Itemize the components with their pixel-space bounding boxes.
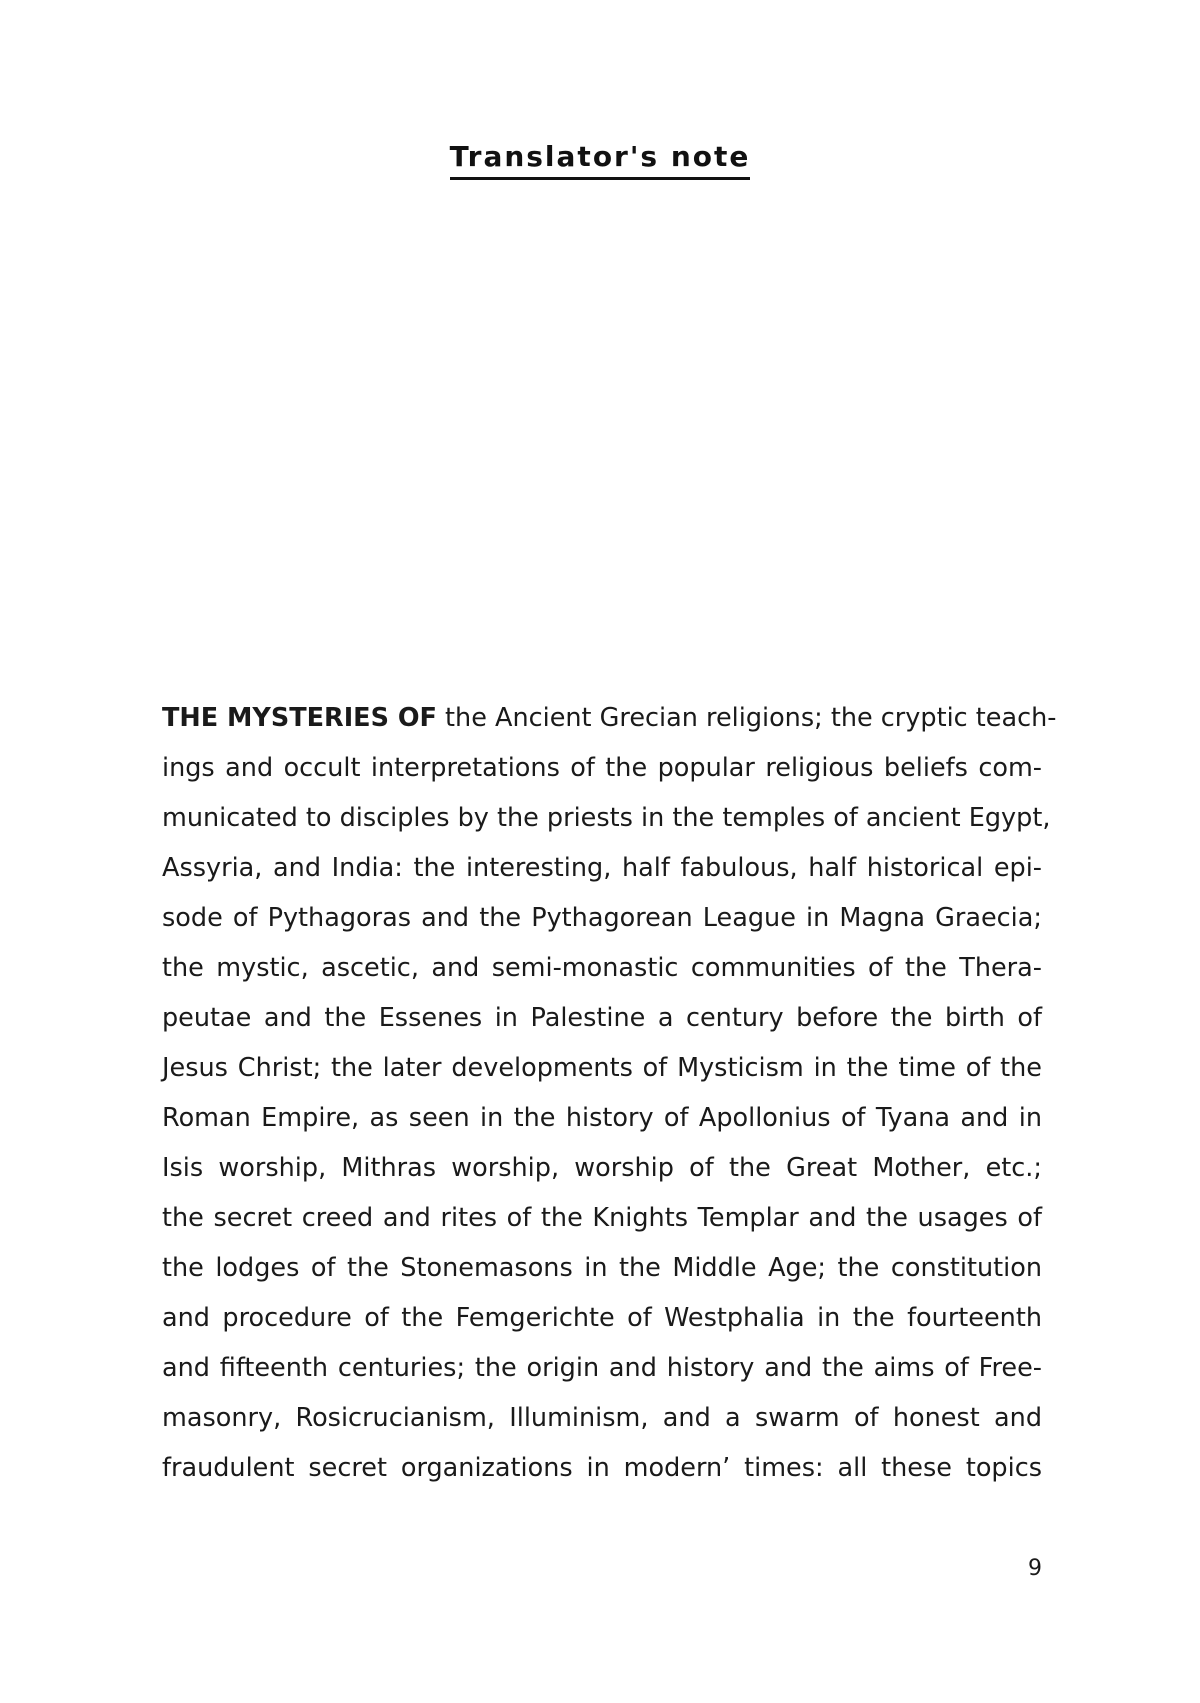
page-number: 9 [1028,1556,1042,1581]
paragraph-line: Assyria, and India: the interesting, half fabulous, half historical epi- [162,853,1042,883]
paragraph-line [162,693,1057,743]
lead-small-caps: THE MYSTERIES OF [162,703,437,733]
paragraph-line: Roman Empire, as seen in the history of Apollonius of Tyana and in [162,1103,1042,1133]
paragraph-line: fraudulent secret organizations in modern’ times: all these topics [162,1453,1042,1483]
body-paragraph [162,693,1057,1493]
chapter-heading [0,140,1200,180]
paragraph-line: the secret creed and rites of the Knights Templar and the usages of [162,1203,1042,1233]
paragraph-line: masonry, Rosicrucianism, Illuminism, and a swarm of honest and [162,1403,1042,1433]
paragraph-line: municated to disciples by the priests in the temples of ancient Egypt, [162,803,1051,833]
paragraph-line: Jesus Christ; the later developments of Mysticism in the time of the [162,1053,1042,1083]
chapter-title: Translator's note [450,140,751,180]
paragraph-line: and fifteenth centuries; the origin and history and the aims of Free- [162,1353,1042,1383]
paragraph-line: ings and occult interpretations of the popular religious beliefs com- [162,753,1042,783]
paragraph-line: sode of Pythagoras and the Pythagorean League in Magna Graecia; [162,903,1042,933]
paragraph-line: Isis worship, Mithras worship, worship of the Great Mother, etc.; [162,1153,1042,1183]
paragraph-line: the mystic, ascetic, and semi-monastic communities of the Thera- [162,953,1042,983]
paragraph-line: and procedure of the Femgerichte of Westphalia in the fourteenth [162,1303,1042,1333]
paragraph-line: the lodges of the Stonemasons in the Middle Age; the constitution [162,1253,1042,1283]
paragraph-line-text: the Ancient Grecian religions; the cryptic teach- [436,703,1057,733]
paragraph-line: peutae and the Essenes in Palestine a century before the birth of [162,1003,1042,1033]
